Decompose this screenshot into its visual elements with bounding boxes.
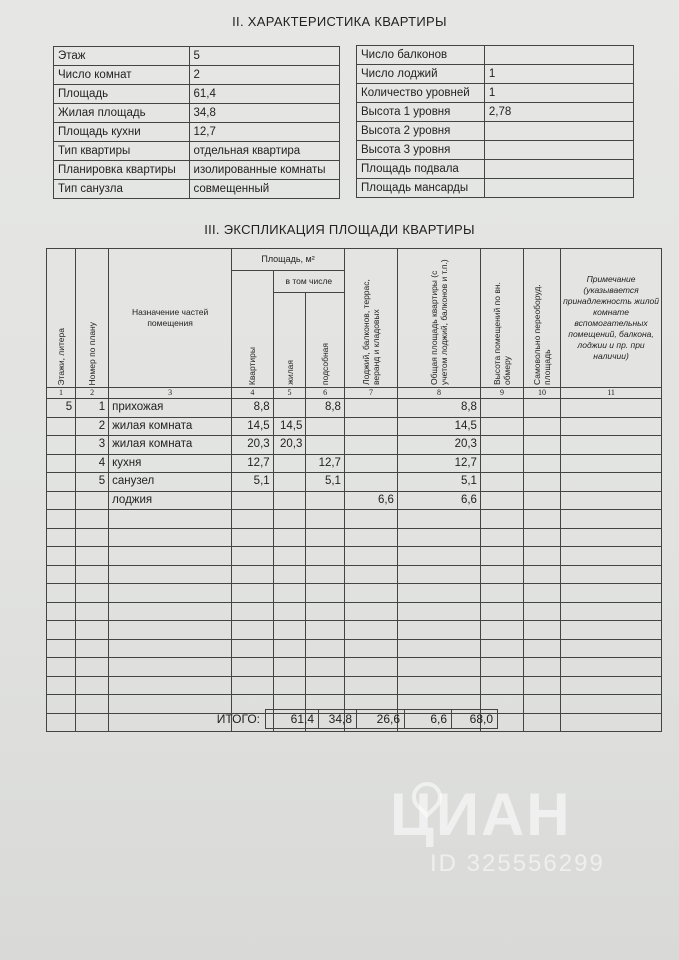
- characteristic-label: Жилая площадь: [54, 104, 190, 123]
- row-empty-cell: [523, 454, 560, 473]
- row-empty-cell: [344, 621, 397, 640]
- characteristic-row: [357, 179, 634, 198]
- row-plan-number: 2: [76, 417, 109, 436]
- row-empty-cell: [523, 639, 560, 658]
- table-row: [47, 399, 662, 418]
- section2-title: II. ХАРАКТЕРИСТИКА КВАРТИРЫ: [232, 14, 447, 29]
- row-empty-cell: [561, 547, 662, 566]
- row-floor: [47, 473, 76, 492]
- row-empty-cell: [523, 602, 560, 621]
- row-plan-number: 3: [76, 436, 109, 455]
- row-empty-cell: [397, 547, 480, 566]
- row-empty-cell: [480, 454, 523, 473]
- row-room-name: прихожая: [109, 399, 232, 418]
- row-loggia-area: [344, 417, 397, 436]
- header-area: Площадь, м²: [232, 249, 345, 271]
- row-empty-cell: [47, 621, 76, 640]
- characteristic-row: [54, 180, 340, 199]
- characteristic-label: Площадь: [54, 85, 190, 104]
- row-empty-cell: [109, 584, 232, 603]
- row-empty-cell: [109, 528, 232, 547]
- row-empty-cell: [306, 510, 345, 529]
- table-row: [47, 417, 662, 436]
- row-loggia-area: [344, 399, 397, 418]
- characteristic-value: отдельная квартира: [189, 142, 339, 161]
- row-empty-cell: [480, 584, 523, 603]
- row-empty-cell: [109, 565, 232, 584]
- characteristic-row: [357, 122, 634, 141]
- row-empty-cell: [561, 454, 662, 473]
- row-empty-cell: [344, 658, 397, 677]
- row-empty-cell: [273, 510, 306, 529]
- characteristic-label: Этаж: [54, 47, 190, 66]
- empty-row: [47, 676, 662, 695]
- characteristic-label: Площадь подвала: [357, 160, 485, 179]
- row-plan-number: [76, 491, 109, 510]
- row-empty-cell: [47, 565, 76, 584]
- row-empty-cell: [306, 528, 345, 547]
- row-floor: [47, 454, 76, 473]
- row-empty-cell: [109, 658, 232, 677]
- row-empty-cell: [306, 584, 345, 603]
- row-flat-area: 5,1: [232, 473, 274, 492]
- header-flat: Квартиры: [232, 271, 274, 388]
- row-empty-cell: [109, 602, 232, 621]
- row-empty-cell: [273, 602, 306, 621]
- column-number: 9: [480, 388, 523, 399]
- row-empty-cell: [47, 639, 76, 658]
- characteristic-row: [54, 123, 340, 142]
- row-empty-cell: [344, 565, 397, 584]
- row-empty-cell: [397, 584, 480, 603]
- row-empty-cell: [523, 547, 560, 566]
- row-empty-cell: [561, 510, 662, 529]
- row-aux-area: [306, 436, 345, 455]
- characteristic-value: [484, 46, 633, 65]
- row-empty-cell: [47, 602, 76, 621]
- header-self-rebuilt: Самовольно переоборуд. площадь: [523, 249, 560, 388]
- total-flat: 61,4: [266, 710, 319, 729]
- row-empty-cell: [480, 602, 523, 621]
- apartment-characteristics-table: [53, 46, 340, 199]
- row-empty-cell: [344, 547, 397, 566]
- row-empty-cell: [47, 658, 76, 677]
- row-empty-cell: [523, 473, 560, 492]
- row-aux-area: 5,1: [306, 473, 345, 492]
- column-numbers-row: [47, 388, 662, 399]
- characteristic-value: совмещенный: [189, 180, 339, 199]
- row-empty-cell: [306, 676, 345, 695]
- row-room-name: лоджия: [109, 491, 232, 510]
- row-empty-cell: [561, 602, 662, 621]
- row-empty-cell: [76, 510, 109, 529]
- column-number: 11: [561, 388, 662, 399]
- characteristic-row: [54, 104, 340, 123]
- row-empty-cell: [47, 547, 76, 566]
- row-living-area: [273, 454, 306, 473]
- characteristic-label: Число комнат: [54, 66, 190, 85]
- characteristic-label: Планировка квартиры: [54, 161, 190, 180]
- row-empty-cell: [47, 676, 76, 695]
- row-empty-cell: [306, 621, 345, 640]
- row-floor: [47, 491, 76, 510]
- row-empty-cell: [523, 658, 560, 677]
- characteristic-value: 61,4: [189, 85, 339, 104]
- row-floor: [47, 417, 76, 436]
- characteristic-row: [357, 141, 634, 160]
- row-empty-cell: [273, 584, 306, 603]
- row-empty-cell: [76, 639, 109, 658]
- row-empty-cell: [109, 621, 232, 640]
- characteristic-label: Число лоджий: [357, 65, 485, 84]
- header-note: Примечание (указывается принадлежность жилой комнате вспомогательных помещений, балкона, лоджии и пр. при наличии): [561, 249, 662, 388]
- empty-row: [47, 602, 662, 621]
- empty-row: [47, 510, 662, 529]
- characteristic-label: Тип санузла: [54, 180, 190, 199]
- row-empty-cell: [523, 399, 560, 418]
- row-room-name: санузел: [109, 473, 232, 492]
- column-number: 1: [47, 388, 76, 399]
- row-empty-cell: [232, 528, 274, 547]
- empty-row: [47, 639, 662, 658]
- row-empty-cell: [561, 639, 662, 658]
- row-empty-cell: [76, 584, 109, 603]
- row-empty-cell: [76, 602, 109, 621]
- row-empty-cell: [232, 565, 274, 584]
- row-flat-area: 20,3: [232, 436, 274, 455]
- row-empty-cell: [47, 528, 76, 547]
- cian-watermark: [390, 780, 650, 890]
- row-loggia-area: [344, 454, 397, 473]
- column-number: 4: [232, 388, 274, 399]
- row-empty-cell: [561, 399, 662, 418]
- row-total-area: 20,3: [397, 436, 480, 455]
- row-empty-cell: [480, 417, 523, 436]
- row-empty-cell: [480, 658, 523, 677]
- row-flat-area: [232, 491, 274, 510]
- row-empty-cell: [273, 565, 306, 584]
- characteristic-label: Число балконов: [357, 46, 485, 65]
- header-floor: Этажи, литера: [47, 249, 76, 388]
- total-auxiliary: 26,6: [357, 710, 405, 729]
- watermark-brand: ЦИАН: [390, 781, 572, 848]
- row-living-area: [273, 491, 306, 510]
- row-empty-cell: [109, 639, 232, 658]
- section3-title: III. ЭКСПЛИКАЦИЯ ПЛОЩАДИ КВАРТИРЫ: [204, 222, 475, 237]
- row-empty-cell: [344, 676, 397, 695]
- characteristic-label: Высота 2 уровня: [357, 122, 485, 141]
- header-loggia: Лоджий, балконов, террас, веранд и кладовых: [344, 249, 397, 388]
- row-empty-cell: [109, 547, 232, 566]
- row-empty-cell: [47, 584, 76, 603]
- column-number: 8: [397, 388, 480, 399]
- row-empty-cell: [306, 602, 345, 621]
- row-flat-area: 14,5: [232, 417, 274, 436]
- row-plan-number: 1: [76, 399, 109, 418]
- characteristic-row: [54, 161, 340, 180]
- row-empty-cell: [232, 510, 274, 529]
- row-empty-cell: [480, 547, 523, 566]
- row-total-area: 14,5: [397, 417, 480, 436]
- row-empty-cell: [76, 528, 109, 547]
- apartment-levels-table: [356, 45, 634, 198]
- total-loggia: 6,6: [405, 710, 452, 729]
- characteristic-label: Высота 3 уровня: [357, 141, 485, 160]
- row-room-name: жилая комната: [109, 417, 232, 436]
- row-empty-cell: [561, 473, 662, 492]
- header-plan-number: Номер по плану: [76, 249, 109, 388]
- column-number: 7: [344, 388, 397, 399]
- header-total-area: Общая площадь квартиры (с учетом лоджий, балконов и т.п.): [397, 249, 480, 388]
- characteristic-label: Высота 1 уровня: [357, 103, 485, 122]
- total-area: 68,0: [452, 710, 498, 729]
- row-empty-cell: [306, 547, 345, 566]
- characteristic-row: [54, 142, 340, 161]
- row-empty-cell: [232, 676, 274, 695]
- row-loggia-area: [344, 473, 397, 492]
- row-empty-cell: [561, 658, 662, 677]
- row-empty-cell: [523, 565, 560, 584]
- row-empty-cell: [344, 602, 397, 621]
- row-empty-cell: [561, 621, 662, 640]
- row-empty-cell: [232, 602, 274, 621]
- row-aux-area: [306, 417, 345, 436]
- row-plan-number: 5: [76, 473, 109, 492]
- row-empty-cell: [480, 676, 523, 695]
- row-floor: [47, 436, 76, 455]
- row-empty-cell: [397, 676, 480, 695]
- characteristic-value: изолированные комнаты: [189, 161, 339, 180]
- row-empty-cell: [561, 565, 662, 584]
- area-explication-table: [46, 248, 662, 732]
- characteristic-value: 34,8: [189, 104, 339, 123]
- row-living-area: 14,5: [273, 417, 306, 436]
- empty-row: [47, 547, 662, 566]
- characteristic-value: 2,78: [484, 103, 633, 122]
- total-living: 34,8: [319, 710, 357, 729]
- row-loggia-area: [344, 436, 397, 455]
- row-empty-cell: [76, 676, 109, 695]
- row-empty-cell: [523, 584, 560, 603]
- row-total-area: 12,7: [397, 454, 480, 473]
- row-room-name: жилая комната: [109, 436, 232, 455]
- row-empty-cell: [480, 399, 523, 418]
- row-empty-cell: [76, 547, 109, 566]
- row-empty-cell: [306, 565, 345, 584]
- row-empty-cell: [561, 491, 662, 510]
- row-empty-cell: [397, 602, 480, 621]
- row-flat-area: 12,7: [232, 454, 274, 473]
- row-empty-cell: [344, 639, 397, 658]
- row-empty-cell: [480, 621, 523, 640]
- row-empty-cell: [306, 658, 345, 677]
- characteristic-value: 2: [189, 66, 339, 85]
- characteristic-value: [484, 179, 633, 198]
- characteristic-value: 12,7: [189, 123, 339, 142]
- characteristic-label: Количество уровней: [357, 84, 485, 103]
- row-empty-cell: [273, 528, 306, 547]
- characteristic-value: [484, 122, 633, 141]
- characteristic-row: [357, 65, 634, 84]
- row-empty-cell: [480, 565, 523, 584]
- totals-label: ИТОГО:: [216, 712, 260, 726]
- row-empty-cell: [273, 639, 306, 658]
- row-empty-cell: [480, 473, 523, 492]
- header-purpose: Назначение частей помещения: [109, 249, 232, 388]
- row-living-area: [273, 399, 306, 418]
- row-empty-cell: [232, 639, 274, 658]
- empty-row: [47, 584, 662, 603]
- row-plan-number: 4: [76, 454, 109, 473]
- row-empty-cell: [561, 436, 662, 455]
- column-number: 2: [76, 388, 109, 399]
- characteristic-value: [484, 141, 633, 160]
- row-empty-cell: [397, 510, 480, 529]
- row-living-area: 20,3: [273, 436, 306, 455]
- row-empty-cell: [76, 621, 109, 640]
- row-empty-cell: [109, 676, 232, 695]
- row-flat-area: 8,8: [232, 399, 274, 418]
- row-empty-cell: [480, 639, 523, 658]
- row-empty-cell: [47, 510, 76, 529]
- row-room-name: кухня: [109, 454, 232, 473]
- row-empty-cell: [480, 436, 523, 455]
- row-empty-cell: [523, 713, 560, 732]
- row-empty-cell: [480, 528, 523, 547]
- row-aux-area: 12,7: [306, 454, 345, 473]
- row-empty-cell: [397, 621, 480, 640]
- characteristic-row: [357, 84, 634, 103]
- characteristic-value: 5: [189, 47, 339, 66]
- header-living: жилая: [273, 293, 306, 388]
- row-empty-cell: [344, 528, 397, 547]
- row-empty-cell: [109, 510, 232, 529]
- row-total-area: 8,8: [397, 399, 480, 418]
- row-empty-cell: [523, 491, 560, 510]
- characteristic-label: Площадь мансарды: [357, 179, 485, 198]
- row-total-area: 6,6: [397, 491, 480, 510]
- table-row: [47, 436, 662, 455]
- column-number: 6: [306, 388, 345, 399]
- row-empty-cell: [273, 621, 306, 640]
- row-empty-cell: [480, 491, 523, 510]
- column-number: 5: [273, 388, 306, 399]
- row-empty-cell: [561, 676, 662, 695]
- characteristic-row: [54, 47, 340, 66]
- column-number: 10: [523, 388, 560, 399]
- characteristic-value: 1: [484, 65, 633, 84]
- row-empty-cell: [397, 565, 480, 584]
- empty-row: [47, 528, 662, 547]
- watermark-id: ID 325556299: [430, 850, 605, 877]
- row-empty-cell: [480, 510, 523, 529]
- row-total-area: 5,1: [397, 473, 480, 492]
- row-empty-cell: [523, 621, 560, 640]
- row-empty-cell: [273, 547, 306, 566]
- row-empty-cell: [523, 676, 560, 695]
- characteristic-row: [357, 103, 634, 122]
- row-empty-cell: [397, 639, 480, 658]
- row-empty-cell: [523, 695, 560, 714]
- row-empty-cell: [561, 417, 662, 436]
- row-floor: 5: [47, 399, 76, 418]
- row-empty-cell: [344, 584, 397, 603]
- row-empty-cell: [561, 584, 662, 603]
- header-height: Высота помещений по вн. обмеру: [480, 249, 523, 388]
- row-empty-cell: [344, 510, 397, 529]
- row-aux-area: [306, 491, 345, 510]
- row-aux-area: 8,8: [306, 399, 345, 418]
- row-empty-cell: [397, 658, 480, 677]
- row-empty-cell: [561, 713, 662, 732]
- row-empty-cell: [306, 639, 345, 658]
- totals-row: [46, 709, 498, 729]
- characteristic-row: [357, 160, 634, 179]
- row-empty-cell: [523, 510, 560, 529]
- characteristic-row: [54, 66, 340, 85]
- row-empty-cell: [561, 528, 662, 547]
- table-row: [47, 454, 662, 473]
- table-row: [47, 491, 662, 510]
- characteristic-row: [54, 85, 340, 104]
- row-empty-cell: [523, 436, 560, 455]
- row-living-area: [273, 473, 306, 492]
- column-number: 3: [109, 388, 232, 399]
- row-empty-cell: [397, 528, 480, 547]
- row-loggia-area: 6,6: [344, 491, 397, 510]
- row-empty-cell: [523, 417, 560, 436]
- row-empty-cell: [232, 658, 274, 677]
- row-empty-cell: [523, 528, 560, 547]
- characteristic-value: [484, 160, 633, 179]
- row-empty-cell: [232, 547, 274, 566]
- row-empty-cell: [273, 658, 306, 677]
- characteristic-label: Площадь кухни: [54, 123, 190, 142]
- empty-row: [47, 658, 662, 677]
- table-row: [47, 473, 662, 492]
- empty-row: [47, 565, 662, 584]
- characteristic-label: Тип квартиры: [54, 142, 190, 161]
- characteristic-row: [357, 46, 634, 65]
- row-empty-cell: [76, 565, 109, 584]
- row-empty-cell: [232, 621, 274, 640]
- row-empty-cell: [232, 584, 274, 603]
- header-including: в том числе: [273, 271, 344, 293]
- row-empty-cell: [76, 658, 109, 677]
- characteristic-value: 1: [484, 84, 633, 103]
- row-empty-cell: [561, 695, 662, 714]
- empty-row: [47, 621, 662, 640]
- row-empty-cell: [273, 676, 306, 695]
- header-auxiliary: подсобная: [306, 293, 345, 388]
